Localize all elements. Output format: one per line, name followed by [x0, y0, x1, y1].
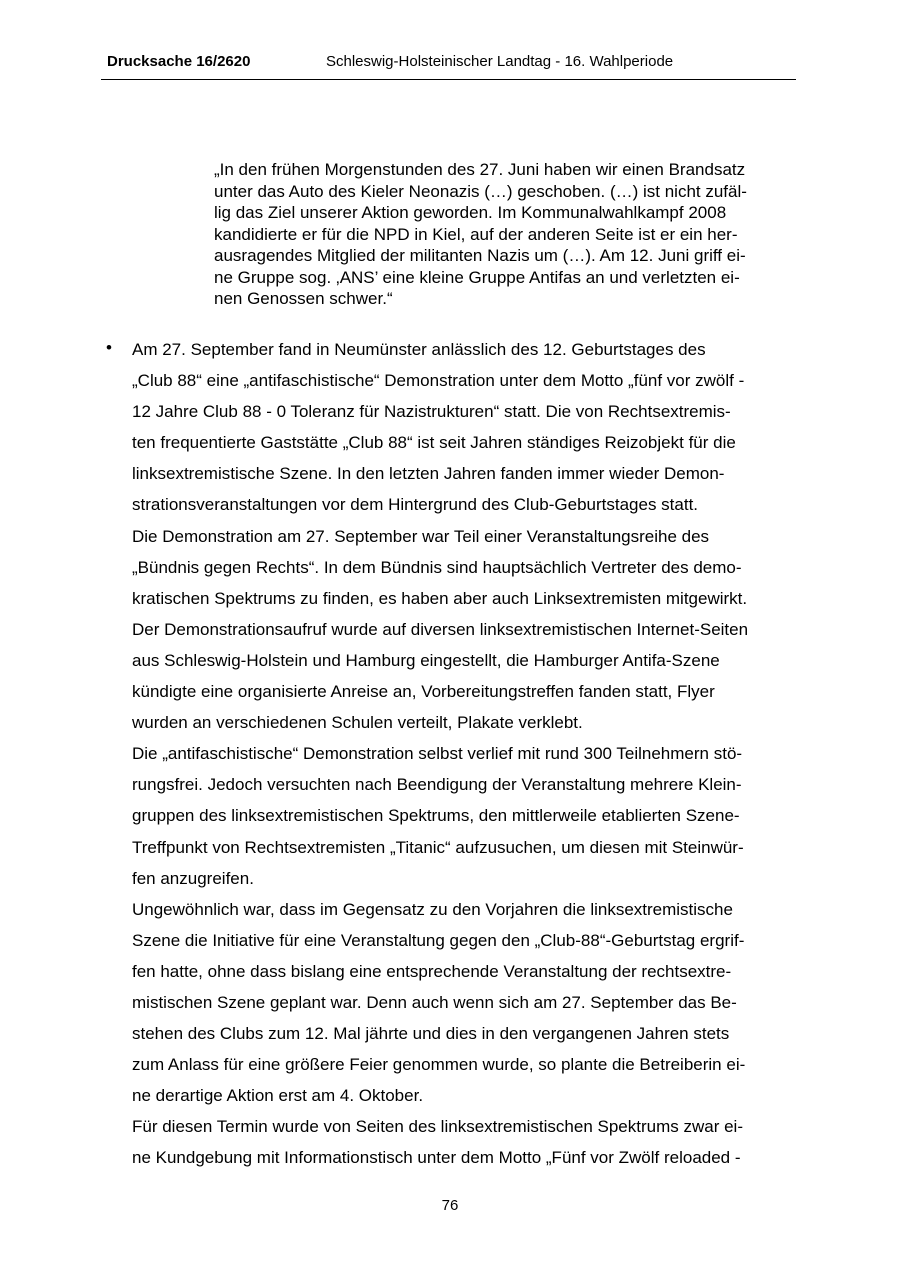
quote-line: lig das Ziel unserer Aktion geworden. Im Kommunalwahlkampf 2008: [214, 203, 727, 222]
body-line: Treffpunkt von Rechtsextremisten „Titanic“ aufzusuchen, um diesen mit Steinwür-: [132, 837, 744, 857]
body-line: Szene die Initiative für eine Veranstaltung gegen den „Club-88“-Geburtstag ergrif-: [132, 930, 745, 950]
body-line: fen anzugreifen.: [132, 868, 254, 888]
body-line: kratischen Spektrums zu finden, es haben aber auch Linksextremisten mitgewirkt.: [132, 588, 748, 608]
body-line: kündigte eine organisierte Anreise an, Vorbereitungstreffen fanden statt, Flyer: [132, 682, 715, 702]
quote-line: nen Genossen schwer.“: [214, 289, 393, 308]
quote-line: ausragendes Mitglied der militanten Nazis um (…). Am 12. Juni griff ei-: [214, 246, 746, 265]
body-line: Die Demonstration am 27. September war Teil einer Veranstaltungsreihe des: [132, 526, 710, 546]
body-line: Die „antifaschistische“ Demonstration selbst verlief mit rund 300 Teilnehmern stö-: [132, 744, 743, 764]
header-title: Schleswig-Holsteinischer Landtag - 16. Wahlperiode: [326, 53, 674, 70]
block-quote: [214, 159, 794, 310]
body-line: Ungewöhnlich war, dass im Gegensatz zu den Vorjahren die linksextremistische: [132, 899, 733, 919]
body-line: „Club 88“ eine „antifaschistische“ Demonstration unter dem Motto „fünf vor zwölf -: [132, 371, 745, 391]
body-line: „Bündnis gegen Rechts“. In dem Bündnis sind hauptsächlich Vertreter des demo-: [132, 557, 742, 577]
body-line: Für diesen Termin wurde von Seiten des linksextremistischen Spektrums zwar ei-: [132, 1117, 743, 1137]
body-line: linksextremistische Szene. In den letzten Jahren fanden immer wieder Demon-: [132, 464, 725, 484]
bullet-icon: •: [106, 338, 112, 357]
quote-line: „In den frühen Morgenstunden des 27. Juni haben wir einen Brandsatz: [214, 160, 746, 179]
page-header: [101, 53, 796, 80]
body-line: zum Anlass für eine größere Feier genommen wurde, so plante die Betreiberin ei-: [132, 1055, 746, 1075]
body-paragraph: [132, 334, 797, 1174]
body-line: ten frequentierte Gaststätte „Club 88“ ist seit Jahren ständiges Reizobjekt für die: [132, 433, 736, 453]
body-line: aus Schleswig-Holstein und Hamburg eingestellt, die Hamburger Antifa-Szene: [132, 650, 720, 670]
body-line: Am 27. September fand in Neumünster anlässlich des 12. Geburtstages des: [132, 340, 706, 359]
body-line: wurden an verschiedenen Schulen verteilt, Plakate verklebt.: [132, 713, 583, 733]
body-line: gruppen des linksextremistischen Spektrums, den mittlerweile etablierten Szene-: [132, 806, 740, 826]
document-number: Drucksache 16/2620: [107, 53, 251, 70]
body-line: stehen des Clubs zum 12. Mal jährte und dies in den vergangenen Jahren stets: [132, 1024, 730, 1044]
body-line: strationsveranstaltungen vor dem Hintergrund des Club-Geburtstages statt.: [132, 495, 699, 515]
quote-line: ne Gruppe sog. ‚ANS’ eine kleine Gruppe Antifas an und verletzten ei-: [214, 267, 740, 287]
body-line: 12 Jahre Club 88 - 0 Toleranz für Nazistrukturen“ statt. Die von Rechtsextremis-: [132, 402, 731, 422]
body-line: fen hatte, ohne dass bislang eine entsprechende Veranstaltung der rechtsextre-: [132, 961, 732, 981]
body-line: ne derartige Aktion erst am 4. Oktober.: [132, 1086, 424, 1106]
body-line: mistischen Szene geplant war. Denn auch wenn sich am 27. September das Be-: [132, 992, 737, 1012]
quote-line: unter das Auto des Kieler Neonazis (…) geschoben. (…) ist nicht zufäl-: [214, 181, 747, 201]
body-line: ne Kundgebung mit Informationstisch unter dem Motto „Fünf vor Zwölf reloaded -: [132, 1148, 741, 1168]
body-line: rungsfrei. Jedoch versuchten nach Beendigung der Veranstaltung mehrere Klein-: [132, 775, 742, 795]
page-number: 76: [441, 1197, 459, 1214]
quote-line: kandidierte er für die NPD in Kiel, auf der anderen Seite ist er ein her-: [214, 224, 738, 244]
body-line: Der Demonstrationsaufruf wurde auf diversen linksextremistischen Internet-Seiten: [132, 619, 749, 639]
